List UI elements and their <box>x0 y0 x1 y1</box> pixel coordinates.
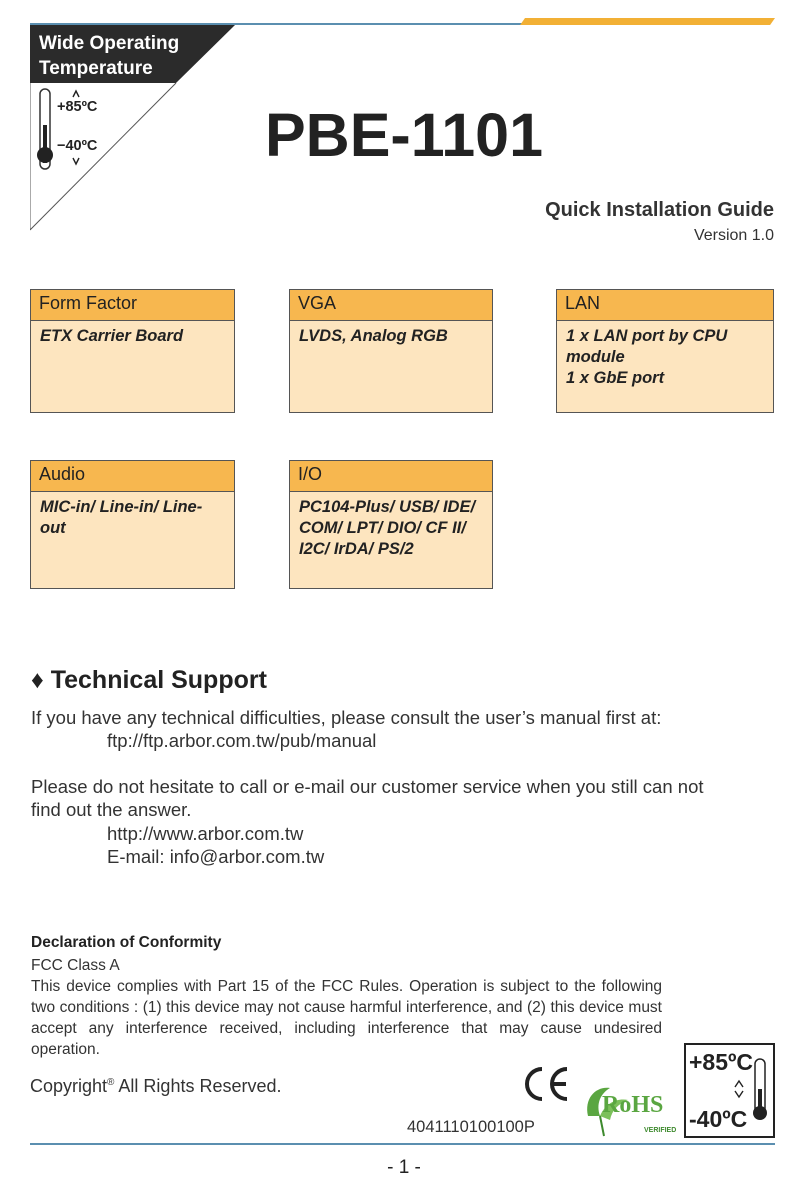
spec-value: ETX Carrier Board <box>40 327 184 345</box>
page-number: - 1 - <box>387 1157 421 1178</box>
spec-value: LVDS, Analog RGB <box>299 327 448 345</box>
guide-subtitle: Quick Installation Guide <box>545 199 774 221</box>
badge-high-temp: +85ºC <box>689 1049 754 1075</box>
spec-label: I/O <box>290 461 492 492</box>
thermometer-icon <box>753 1059 767 1120</box>
conformity-text: FCC Class A This device complies with Part 15 of the FCC Rules. Operation is subject to the following two conditions : (1) this device may not cause harmful interference, and (2) this device must accept any interference received, including interference that may cause undesired operation. <box>31 957 662 1058</box>
conformity-heading: Declaration of Conformity <box>31 934 222 951</box>
spec-value: PC104-Plus/ USB/ IDE/ COM/ LPT/ DIO/ CF II/ I2C/ IrDA/ PS/2 <box>299 498 476 558</box>
svg-text:RoHS: RoHS <box>602 1092 664 1118</box>
spec-value: MIC-in/ Line-in/ Line- out <box>40 498 203 537</box>
spec-box-io <box>289 460 493 589</box>
bottom-rule <box>30 1143 775 1145</box>
copyright-notice: Copyright® All Rights Reserved. <box>30 1076 282 1096</box>
badge-high-temp: +85ºC <box>57 99 98 115</box>
spec-box-lan <box>556 289 774 413</box>
support-paragraph-2: Please do not hesitate to call or e-mail our customer service when you still can not find out the answer. <box>31 776 704 820</box>
spec-value: 1 x LAN port by CPU module 1 x GbE port <box>566 327 728 387</box>
spec-label: LAN <box>557 290 773 321</box>
website-link[interactable]: http://www.arbor.com.tw <box>107 823 304 844</box>
part-number: 4041110100100P <box>407 1118 535 1136</box>
spec-label: Audio <box>31 461 234 492</box>
svg-text:VERIFIED: VERIFIED <box>644 1127 676 1134</box>
email-link[interactable]: E-mail: info@arbor.com.tw <box>107 846 325 867</box>
spec-label: VGA <box>290 290 492 321</box>
top-accent-bar <box>520 18 775 25</box>
support-paragraph-1: If you have any technical difficulties, please consult the user’s manual first at: <box>31 707 662 728</box>
badge-title: Wide Operating Temperature <box>39 33 180 79</box>
badge-low-temp: −40ºC <box>57 138 98 154</box>
technical-support-heading: ♦ Technical Support <box>31 666 267 694</box>
spec-label: Form Factor <box>31 290 234 321</box>
ce-mark-icon <box>522 1066 572 1102</box>
product-title: PBE-1101 <box>264 101 544 169</box>
version-label: Version 1.0 <box>693 227 774 244</box>
spec-box-audio <box>30 460 235 589</box>
badge-low-temp: -40ºC <box>689 1106 748 1132</box>
spec-box-form-factor <box>30 289 235 413</box>
rohs-logo <box>580 1080 676 1145</box>
ftp-link[interactable]: ftp://ftp.arbor.com.tw/pub/manual <box>107 730 377 751</box>
spec-box-vga <box>289 289 493 413</box>
